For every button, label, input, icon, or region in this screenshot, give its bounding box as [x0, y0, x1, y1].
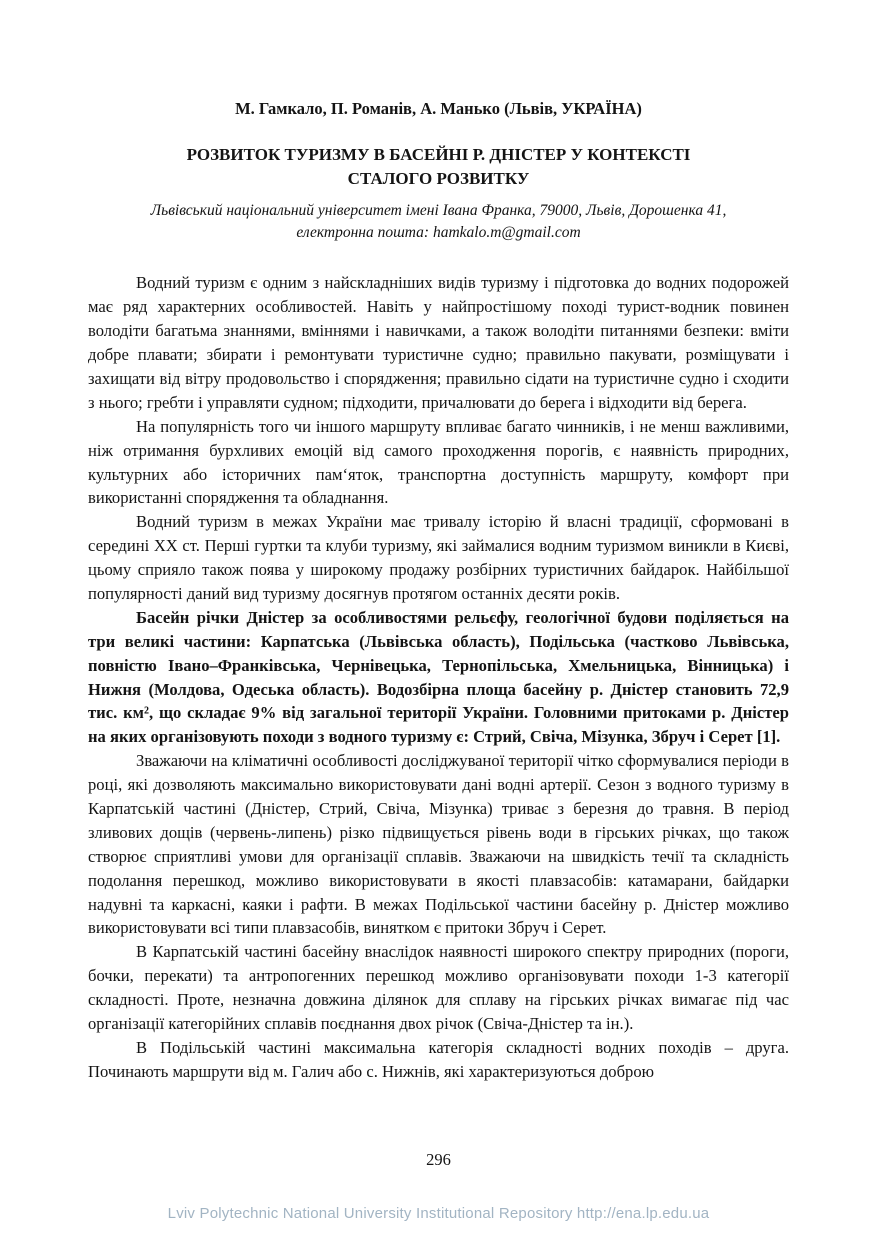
- paragraph: На популярність того чи іншого маршруту впливає багато чинників, і не менш важливими, ніж отримання бурхливих емоцій від самого проходження порогів, є наявність природних, культурних або історичних пам‘яток, транспортна доступність маршруту, комфорт при використанні спорядження та обладнання.: [88, 416, 789, 508]
- paragraph: Зважаючи на кліматичні особливості досліджуваної території чітко сформувалися періоди в році, які дозволяють максимально використовувати дані водні артерії. Сезон з водного туризму в Карпатській частині (Дністер, Стрий, Свіча, Мізунка) триває з березня до травня. В період зливових дощів (червень-липень) різко підвищується рівень води в гірських річках, що також створює сприятливі умови для організації сплавів. Зважаючи на швидкість течії та складність подолання перешкод, можливо використовувати в якості плавзасобів: катамарани, байдарки надувні та каркасні, каяки і рафти. В межах Подільської частини басейну р. Дністер можливо використовувати всі типи плавзасобів, винятком є притоки Збруч і Серет.: [88, 751, 789, 938]
- authors-line: М. Гамкало, П. Романів, А. Манько (Львів, УКРАЇНА): [235, 99, 642, 118]
- affiliation: [88, 200, 789, 243]
- paper-title-line-1: РОЗВИТОК ТУРИЗМУ В БАСЕЙНІ Р. ДНІСТЕР У КОНТЕКСТІ: [186, 145, 691, 165]
- affiliation-line-1: Львівський національний університет імені Івана Франка, 79000, Львів, Дорошенка 41,: [150, 202, 727, 220]
- paper-title: [88, 143, 789, 191]
- affiliation-line-2: електронна пошта: hamkalo.m@gmail.com: [296, 223, 581, 241]
- page-number: 296: [426, 1150, 451, 1169]
- paragraph: В Карпатській частині басейну внаслідок наявності широкого спектру природних (пороги, бочки, перекати) та антропогенних перешкод можливо організовувати походи 1-3 категорії складності. Проте, незначна довжина ділянок для сплаву на гірських річках вимагає під час організації категорійних сплавів поєднання двох річок (Свіча-Дністер та ін.).: [88, 942, 789, 1034]
- paragraph: Водний туризм в межах України має тривалу історію й власні традиції, сформовані в середині XX ст. Перші гуртки та клуби туризму, які займалися водним туризмом виникли в Києві, цьому сприяло також поява у широкому продажу розбірних туристичних байдарок. Найбільшої популярності даний вид туризму досягнув протягом останніх десяти років.: [88, 512, 789, 603]
- repository-footer: Lviv Polytechnic National University Institutional Repository http://ena.lp.edu.ua: [167, 1205, 710, 1222]
- paragraph: Водний туризм є одним з найскладніших видів туризму і підготовка до водних подорожей має ряд характерних особливостей. Навіть у найпростішому поході турист-водник повинен володіти багатьма знаннями, вміннями і навичками, а також володіти питаннями безпеки: вміти добре плавати; збирати і ремонтувати туристичне судно; правильно пакувати, розміщувати і захищати від вітру продовольство і спорядження; правильно сідати на туристичне судно і сходити з нього; гребти і управляти судном; підходити, причалювати до берега і відходити від берега.: [88, 273, 789, 412]
- paragraph: В Подільській частині максимальна категорія складності водних походів – друга. Починають маршрути від м. Галич або с. Нижнів, які характеризуються доброю: [88, 1037, 789, 1081]
- paragraph: Басейн річки Дністер за особливостями рельєфу, геологічної будови поділяється на три великі частини: Карпатська (Львівська область), Подільська (частково Львівська, повністю Івано–Франківська, Чернівецька, Тернопільська, Хмельницька, Вінницька) і Нижня (Молдова, Одеська область). Водозбірна площа басейну р. Дністер становить 72,9 тис. км², що складає 9% від загальної території України. Головними притоками р. Дністер на яких організовують походи з водного туризму є: Стрий, Свіча, Мізунка, Збруч і Серет [1].: [88, 607, 789, 747]
- document-body: [88, 271, 789, 1083]
- paper-title-line-2: СТАЛОГО РОЗВИТКУ: [347, 169, 530, 189]
